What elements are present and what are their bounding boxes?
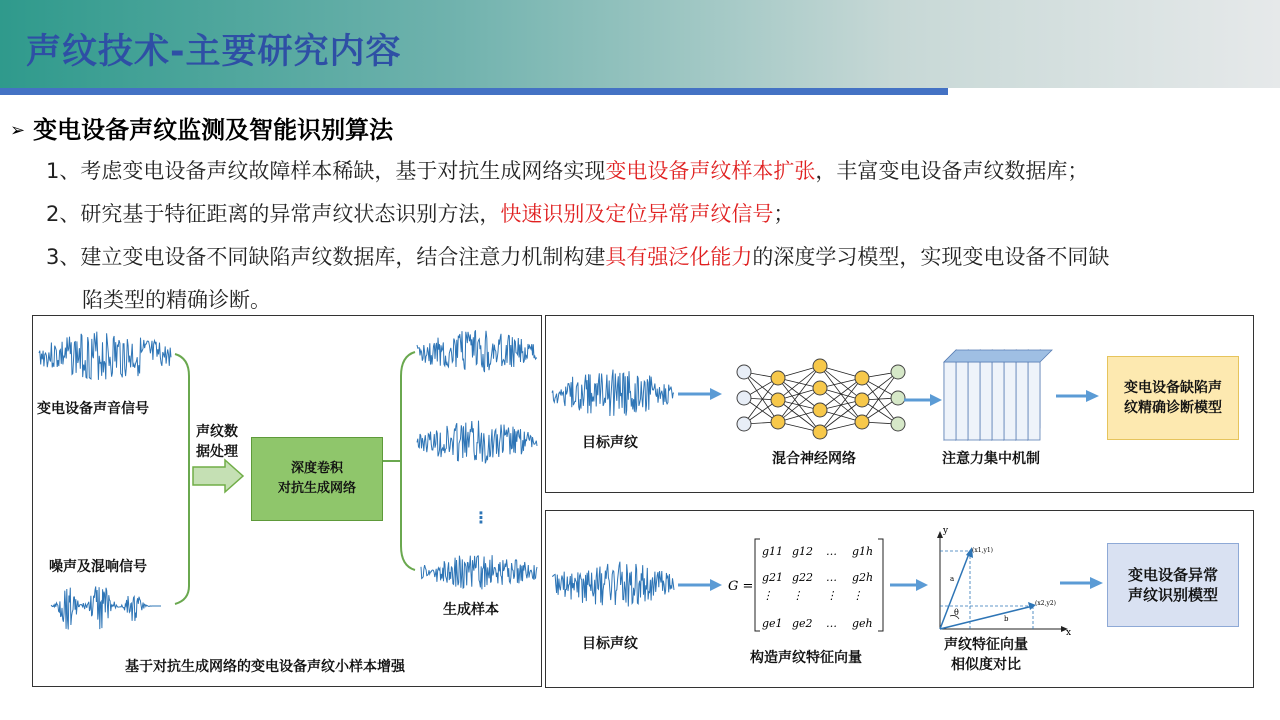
matrix-cell: g21 [762, 571, 784, 584]
input-brace [175, 354, 189, 604]
header-accent-bar [0, 88, 948, 95]
matrix-cell: g2h [852, 571, 874, 584]
diagnosis-result-box: 变电设备缺陷声 纹精确诊断模型 [1107, 356, 1239, 440]
attention-label: 注意力集中机制 [942, 451, 1040, 467]
diagnosis-panel [545, 315, 1254, 493]
noise-signal-waveform [51, 587, 161, 630]
recognition-panel [545, 510, 1254, 688]
item-text: 的深度学习模型，实现变电设备不同缺 [752, 245, 1110, 269]
angle-label: θ [954, 608, 959, 617]
ellipsis-dots: ⋮ [473, 508, 489, 527]
target-sound-waveform [552, 370, 674, 416]
arrow-to-network [678, 388, 722, 400]
target-sound-label: 目标声纹 [582, 435, 638, 451]
arrow-to-plot [890, 579, 928, 591]
matrix-cell: ⋮ [826, 589, 837, 602]
generated-sample-waveform-1 [417, 330, 537, 372]
list-item [46, 155, 1088, 185]
target-sound-waveform-2 [552, 562, 674, 607]
recognition-result-box: 变电设备异常 声纹识别模型 [1107, 543, 1239, 627]
matrix-left-bracket [755, 539, 760, 631]
matrix-cell: ⋮ [762, 589, 773, 602]
item-highlight: 具有强泛化能力 [605, 245, 753, 269]
matrix-cell: ge1 [762, 617, 783, 630]
matrix-cell: g1h [852, 545, 874, 558]
matrix-cell: … [826, 571, 837, 584]
item-highlight: 快速识别及定位异常声纹信号 [500, 202, 774, 226]
gan-box: 深度卷积 对抗生成网络 [251, 437, 383, 521]
matrix-right-bracket [878, 539, 883, 631]
bullet-arrow-icon: ➢ [10, 120, 26, 141]
matrix-cell: g12 [792, 545, 814, 558]
matrix-lhs: G = [728, 579, 754, 594]
vector-label: 声纹特征向量 相似度对比 [944, 637, 1028, 673]
item-text: ； [773, 202, 795, 226]
matrix-cell: ⋮ [792, 589, 803, 602]
matrix-cell: geh [852, 617, 873, 630]
matrix-cell: ge2 [792, 617, 813, 630]
item-text: 3、建立变电设备不同缺陷声纹数据库，结合注意力机制构建 [46, 245, 606, 269]
list-item [46, 198, 794, 228]
item-text: 1、考虑变电设备声纹故障样本稀缺，基于对抗生成网络实现 [46, 159, 606, 183]
arrow-to-attention [904, 394, 942, 406]
matrix-cell: … [826, 617, 837, 630]
process-arrow [193, 460, 243, 492]
target-sound-label-2: 目标声纹 [582, 636, 638, 652]
section-title: 变电设备声纹监测及智能识别算法 [33, 116, 394, 144]
item-text: ，丰富变电设备声纹数据库； [815, 159, 1089, 183]
arrow-to-result [1056, 390, 1099, 402]
matrix-label: 构造声纹特征向量 [750, 650, 862, 666]
item-highlight: 变电设备声纹样本扩张 [605, 159, 816, 183]
sound-signal-label: 变电设备声音信号 [37, 401, 149, 417]
vector-a-label: a [950, 575, 955, 583]
noise-signal-label: 噪声及混响信号 [49, 559, 147, 575]
section-heading [10, 110, 393, 145]
matrix-cell: g22 [792, 571, 814, 584]
network-label: 混合神经网络 [772, 451, 856, 467]
feature-matrix [762, 545, 873, 630]
vector-similarity-plot [937, 526, 1071, 638]
y-axis-label: y [943, 526, 949, 536]
process-label: 声纹数 据处理 [196, 424, 238, 460]
gan-panel [32, 315, 542, 687]
list-item-continuation: 陷类型的精确诊断。 [82, 288, 271, 312]
list-item [46, 241, 1109, 271]
output-brace [401, 352, 415, 570]
generated-sample-waveform-2 [417, 421, 537, 464]
arrow-to-result-2 [1060, 577, 1103, 589]
matrix-cell: … [826, 545, 837, 558]
matrix-cell: g11 [762, 545, 784, 558]
page-title: 声纹技术-主要研究内容 [26, 32, 402, 72]
arrow-to-matrix [678, 579, 722, 591]
x-axis-label: x [1066, 628, 1072, 638]
generated-sample-waveform-3 [421, 555, 537, 589]
point-1-label: (x1,y1) [972, 547, 993, 554]
vector-b-label: b [1004, 615, 1009, 623]
attention-stack-icon [944, 350, 1052, 440]
generated-samples-label: 生成样本 [443, 602, 499, 618]
point-2-label: (x2,y2) [1035, 600, 1056, 607]
item-text: 2、研究基于特征距离的异常声纹状态识别方法， [46, 202, 501, 226]
sound-signal-waveform [39, 332, 171, 380]
gan-panel-caption: 基于对抗生成网络的变电设备声纹小样本增强 [125, 659, 405, 675]
neural-network-icon [737, 359, 905, 439]
matrix-cell: ⋮ [852, 589, 863, 602]
